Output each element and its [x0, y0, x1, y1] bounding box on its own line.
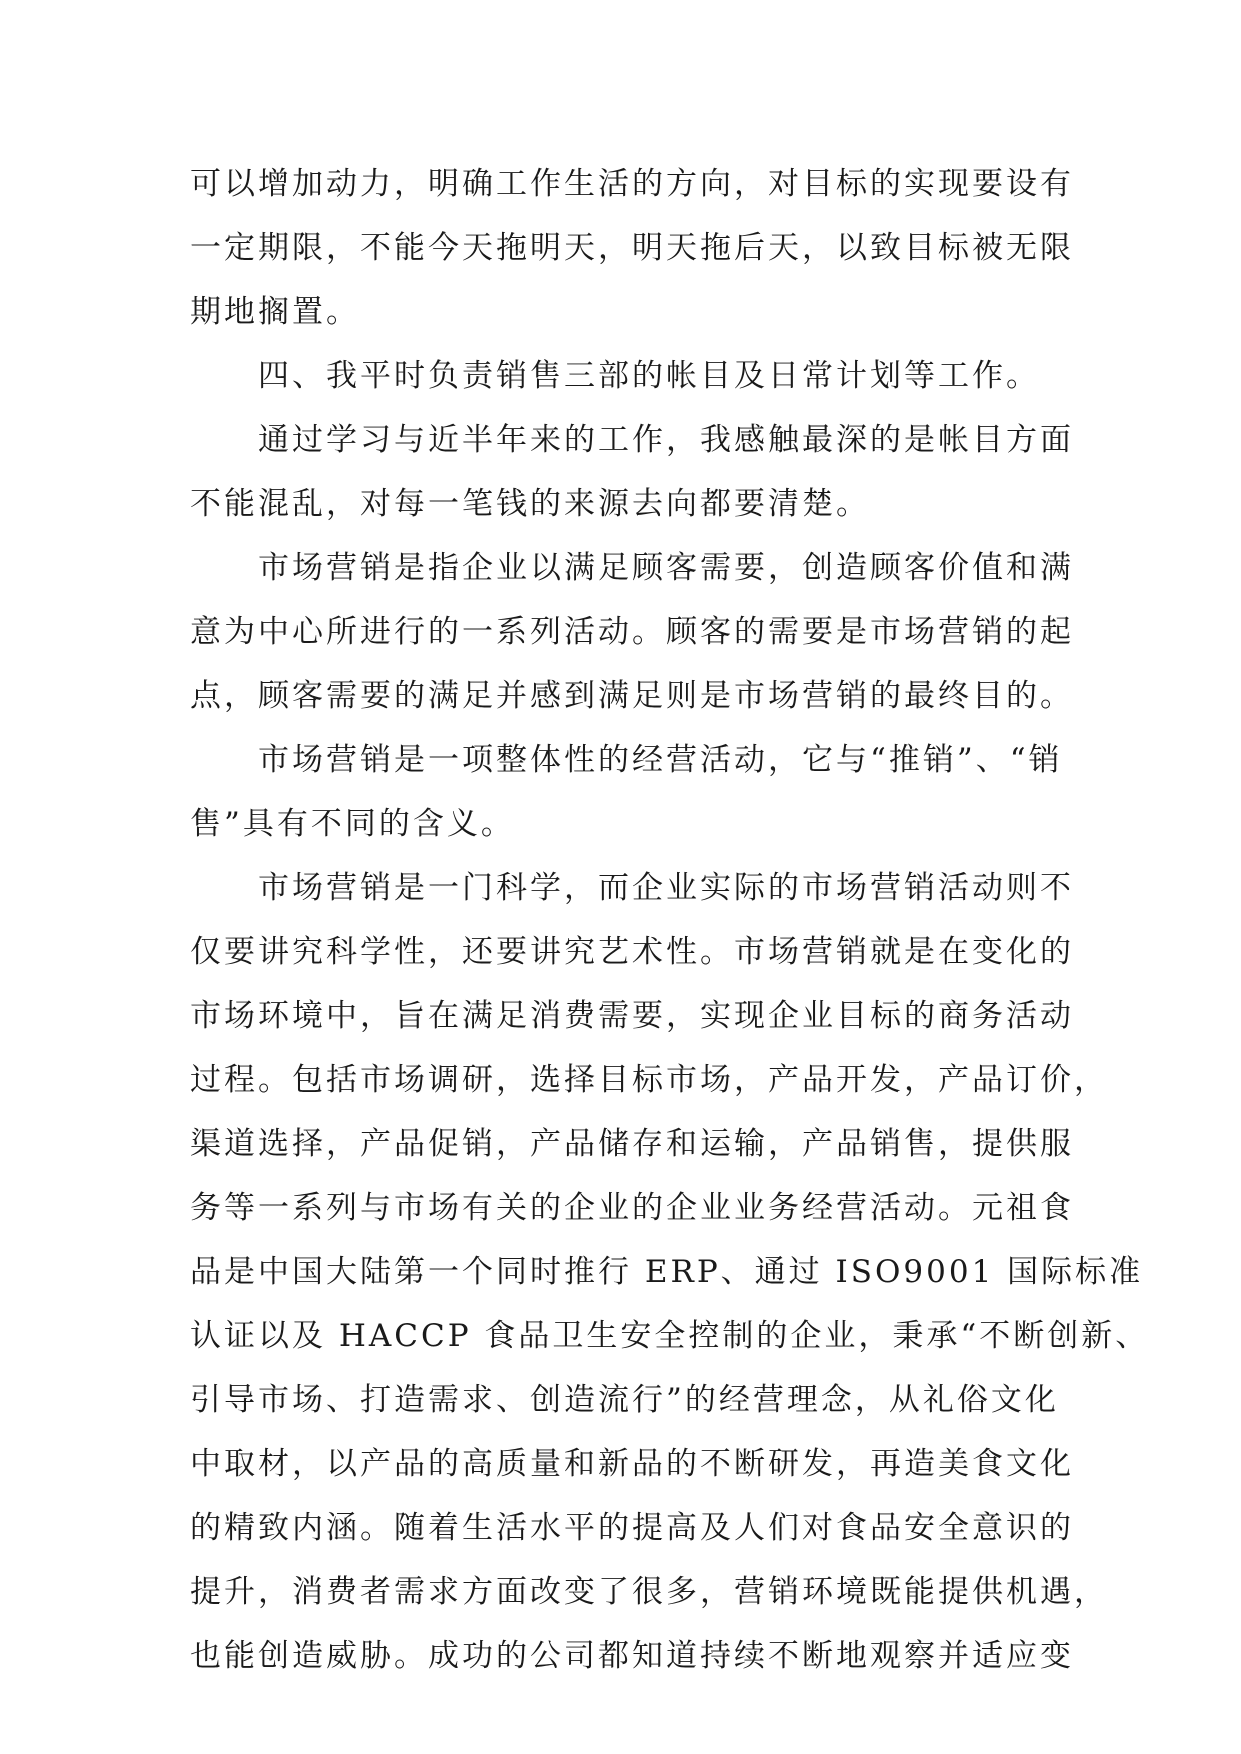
- text-line: 市场环境中，旨在满足消费需要，实现企业目标的商务活动: [190, 998, 1074, 1034]
- text-line: 提升，消费者需求方面改变了很多，营销环境既能提供机遇，: [190, 1574, 1108, 1610]
- text-line: 售”具有不同的含义。: [190, 806, 515, 842]
- text-line: 市场营销是一项整体性的经营活动，它与“推销”、“销: [258, 742, 1063, 778]
- text-line: 品是中国大陆第一个同时推行 ERP、通过 ISO9001 国际标准: [190, 1254, 1144, 1290]
- text-line: 通过学习与近半年来的工作，我感触最深的是帐目方面: [258, 422, 1074, 458]
- text-line: 引导市场、打造需求、创造流行”的经营理念，从礼俗文化: [190, 1382, 1059, 1418]
- body-text: [190, 152, 1150, 1688]
- text-line: 仅要讲究科学性，还要讲究艺术性。市场营销就是在变化的: [190, 934, 1074, 970]
- text-line: 务等一系列与市场有关的企业的企业业务经营活动。元祖食: [190, 1190, 1074, 1226]
- text-line: 一定期限，不能今天拖明天，明天拖后天，以致目标被无限: [190, 230, 1074, 266]
- text-line: 认证以及 HACCP 食品卫生安全控制的企业，秉承“不断创新、: [190, 1318, 1150, 1354]
- text-line: 意为中心所进行的一系列活动。顾客的需要是市场营销的起: [190, 614, 1074, 650]
- text-line: 的精致内涵。随着生活水平的提高及人们对食品安全意识的: [190, 1510, 1074, 1546]
- text-line: 可以增加动力，明确工作生活的方向，对目标的实现要设有: [190, 166, 1074, 202]
- text-line: 期地搁置。: [190, 294, 360, 330]
- text-line: 过程。包括市场调研，选择目标市场，产品开发，产品订价，: [190, 1062, 1108, 1098]
- text-line: 渠道选择，产品促销，产品储存和运输，产品销售，提供服: [190, 1126, 1074, 1162]
- text-line: 也能创造威胁。成功的公司都知道持续不断地观察并适应变: [190, 1638, 1074, 1674]
- text-line: 市场营销是指企业以满足顾客需要，创造顾客价值和满: [258, 550, 1074, 586]
- text-line: 市场营销是一门科学，而企业实际的市场营销活动则不: [258, 870, 1074, 906]
- text-line: 中取材，以产品的高质量和新品的不断研发，再造美食文化: [190, 1446, 1074, 1482]
- text-line: 四、我平时负责销售三部的帐目及日常计划等工作。: [258, 358, 1040, 394]
- text-line: 点，顾客需要的满足并感到满足则是市场营销的最终目的。: [190, 678, 1074, 714]
- text-line: 不能混乱，对每一笔钱的来源去向都要清楚。: [190, 486, 870, 522]
